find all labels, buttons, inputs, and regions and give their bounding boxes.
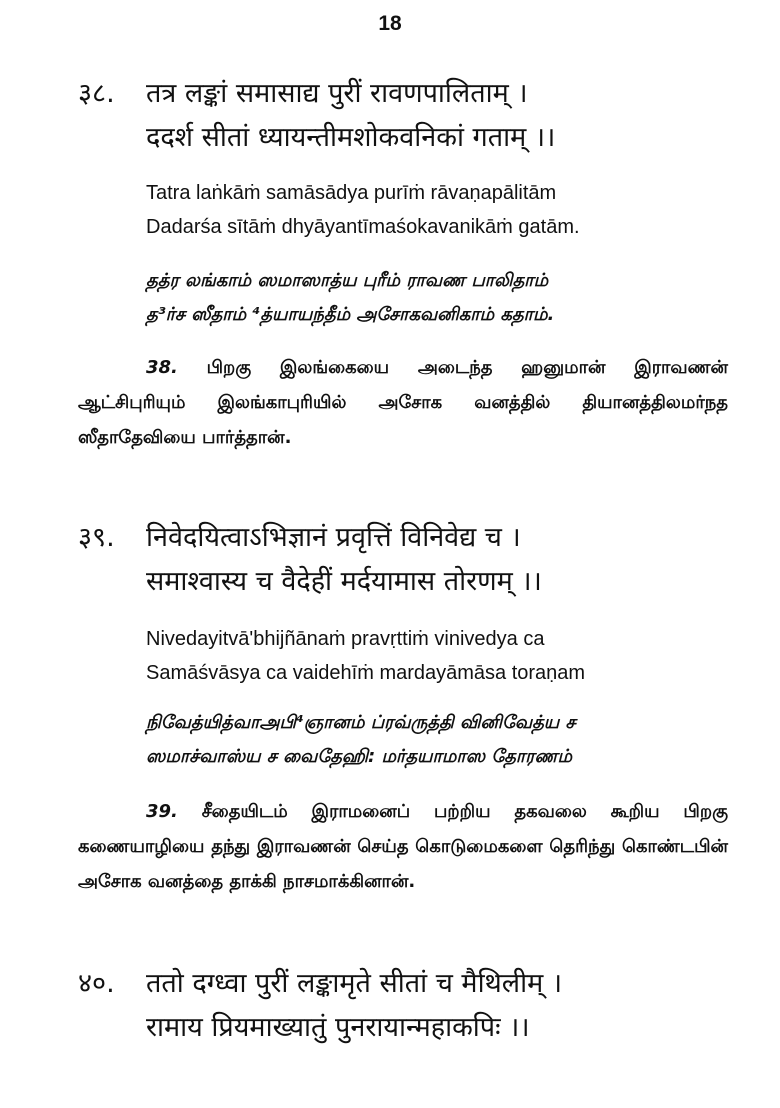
meaning-number: 38. <box>146 357 178 378</box>
page-number: 18 <box>378 12 402 35</box>
tamil-transliteration-line: தத்ர லங்காம் ஸமாஸாத்ய புரீம் ராவண பாலிதாம் <box>146 270 549 291</box>
sanskrit-line: ३८. तत्र लङ्कां समासाद्य पुरीं रावणपालिताम् । <box>78 72 738 116</box>
verse-39-meaning <box>78 794 728 899</box>
transliteration-line: Samāśvāsya ca vaidehīṁ mardayāmāsa toraṇam <box>146 662 586 684</box>
verse-38-meaning <box>78 350 728 455</box>
sanskrit-line: ३९. निवेदयित्वाऽभिज्ञानं प्रवृत्तिं विनिवेद्य च । <box>78 516 738 560</box>
verse-38-tamil-transliteration <box>146 264 746 332</box>
meaning-number: 39. <box>146 801 178 822</box>
verse-number: ४०. <box>78 968 115 999</box>
sanskrit-line: ददर्श सीतां ध्यायन्तीमशोकवनिकां गताम् ।। <box>146 122 556 153</box>
verse-40-sanskrit <box>78 962 738 1050</box>
verse-number: ३८. <box>78 78 115 109</box>
verse-number: ३९. <box>78 522 115 553</box>
verse-38-sanskrit <box>78 72 738 160</box>
sanskrit-line: समाश्वास्य च वैदेहीं मर्दयामास तोरणम् ।। <box>146 566 542 597</box>
verse-39-sanskrit <box>78 516 738 604</box>
tamil-transliteration-line: த³ர்ச ஸீதாம் ⁴த்யாயந்தீம் அசோகவனிகாம் கதாம். <box>146 304 555 325</box>
verse-39-tamil-transliteration <box>146 706 746 774</box>
tamil-transliteration-line: நிவேத்யித்வாஅபி⁴ஞானம் ப்ரவ்ருத்தி வினிவேத்ய ச <box>146 712 576 733</box>
sanskrit-line: ४०. ततो दग्ध्वा पुरीं लङ्कामृते सीतां च मैथिलीम् । <box>78 962 738 1006</box>
transliteration-line: Dadarśa sītāṁ dhyāyantīmaśokavanikāṁ gatām. <box>146 216 580 238</box>
meaning-text: பிறகு இலங்கையை அடைந்த ஹனுமான் இராவணன் ஆட்சிபுரியும் இலங்காபுரியில் அசோக வனத்தில் தியானத்திலமர்நத ஸீதாதேவியை பார்த்தான். <box>78 357 728 448</box>
meaning-text: சீதையிடம் இராமனைப் பற்றிய தகவலை கூறிய பிறகு கணையாழியை தந்து இராவணன் செய்த கொடுமைகளை தெரிந்து கொண்டபின் அசோக வனத்தை தாக்கி நாசமாக்கினான். <box>78 801 728 892</box>
transliteration-line: Tatra laṅkāṁ samāsādya purīṁ rāvaṇapālitām <box>146 182 557 204</box>
transliteration-line: Nivedayitvā'bhijñānaṁ pravṛttiṁ vinivedya ca <box>146 628 545 650</box>
tamil-transliteration-line: ஸமாச்வாஸ்ய ச வைதேஹி: மர்தயாமாஸ தோரணம் <box>146 746 572 767</box>
sanskrit-line: रामाय प्रियमाख्यातुं पुनरायान्महाकपिः ।। <box>146 1012 530 1043</box>
verse-38-transliteration <box>146 176 746 244</box>
verse-39-transliteration <box>146 622 746 690</box>
